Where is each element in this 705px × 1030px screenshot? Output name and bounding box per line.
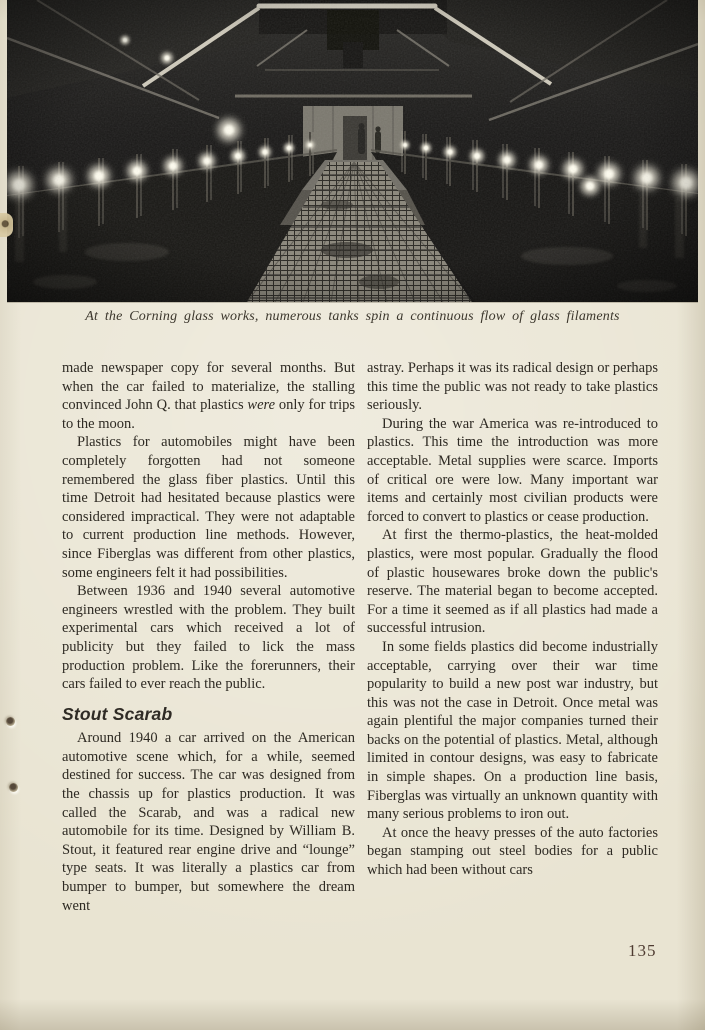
- paragraph-group: [62, 359, 355, 694]
- photo-caption: At the Corning glass works, numerous tanks spin a continuous flow of glass filaments: [85, 309, 620, 324]
- page-number: 135: [628, 941, 657, 960]
- paragraph: At once the heavy presses of the auto factories began stamping out steel bodies for a public which had been without cars: [367, 824, 658, 879]
- paragraph: Around 1940 a car arrived on the American automotive scene which, for a while, seemed destined for success. The car was designed from the chassis up for plastics production. It was called the Scarab, and was a radical new automobile for its time. Designed by William B. Stout, it featured rear engine drive and “lounge” type seats. It was literally a plastics car from bumper to bumper, but somewhere the dream went: [62, 730, 355, 914]
- section-heading-stout-scarab: Stout Scarab: [62, 703, 173, 724]
- staple-hole-artifact: [9, 783, 18, 792]
- paragraph-group: [367, 359, 658, 880]
- staple-hole-artifact: [6, 717, 15, 726]
- factory-interior-illustration: [7, 0, 698, 302]
- paper-chip-artifact: [0, 213, 13, 237]
- paragraph: During the war America was re-introduced to plastics. This time the introduction was more acceptable. Metal supplies were scarce. Imports of critical ore were low. Many important war items and certainly most civilian products were forced to convert to plastics or cease production.: [367, 415, 658, 525]
- paragraph: Between 1936 and 1940 several automotive engineers wrestled with the problem. They built experimental cars which received a lot of publicity but they failed to lick the mass production problem. Like the forerunners, their cars failed to ever reach the public.: [62, 583, 355, 693]
- paragraph: astray. Perhaps it was its radical design or perhaps this time the public was not ready to take plastics seriously.: [367, 360, 658, 414]
- paragraph: made newspaper copy for several months. But when the car failed to materialize, the stalling convinced John Q. that plastics were only for trips to the moon.: [62, 360, 356, 432]
- paragraph: Plastics for automobiles might have been completely forgotten had not someone remembered the glass fiber plastics. Until this time Detroit had hesitated because plastics were considered impractical. They were not adaptable to current production line methods. However, since Fiberglas was different from other plastics, some engineers felt it had possibilities.: [62, 434, 355, 581]
- right-text-column: [367, 359, 658, 880]
- corning-glass-works-photo: [7, 0, 698, 302]
- paragraph: In some fields plastics did become industrially acceptable, carrying over their war time popularity to build a new post war industry, but this was not the case in Detroit. Once metal was again plentiful the major companies turned their backs on the potential of plastics. Metal, although limited in contour designs, was easy to fabricate in simple shapes. On a production line basis, Fiberglas was virtually an unknown quantity with many serious problems to iron out.: [367, 638, 658, 823]
- left-text-column: [62, 359, 355, 915]
- paragraph-group: [62, 729, 355, 915]
- paragraph: At first the thermo-plastics, the heat-molded plastics, were most popular. Gradually the flood of plastic housewares broke down the public's reserve. The material began to become accepted. For a time it seemed as if all plastics had made a successful intrusion.: [367, 527, 658, 637]
